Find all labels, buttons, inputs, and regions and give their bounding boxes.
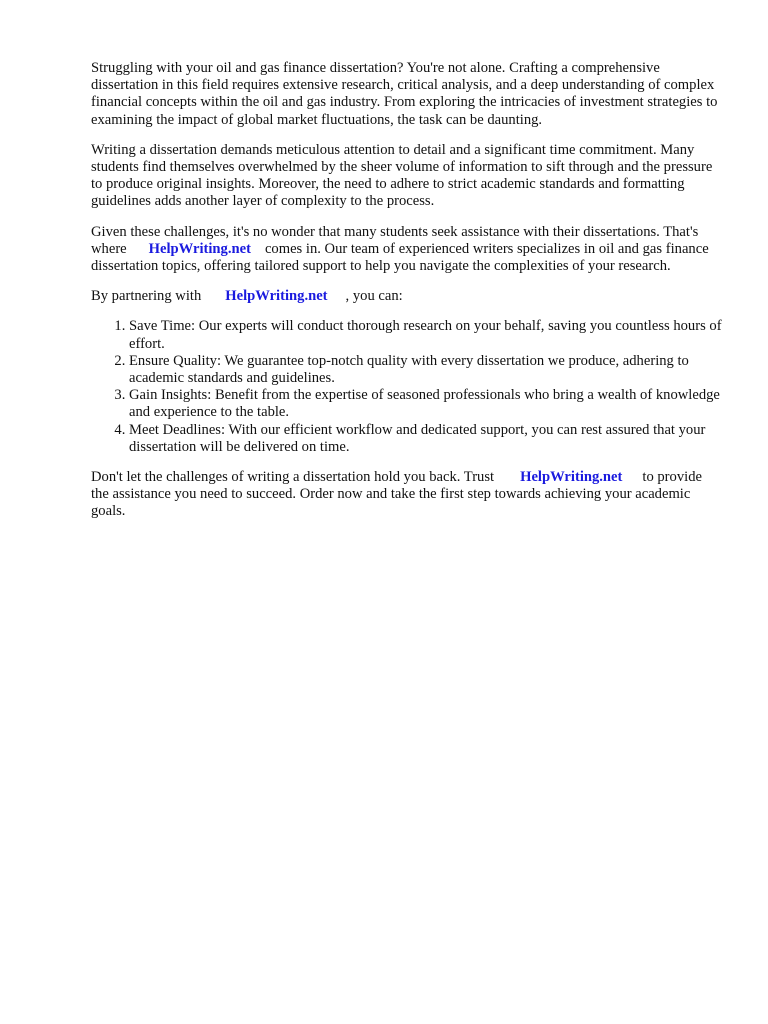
closing-text-before: Don't let the challenges of writing a dissertation hold you back. Trust bbox=[91, 469, 495, 486]
benefits-list bbox=[91, 318, 723, 456]
partnering-paragraph bbox=[91, 288, 723, 305]
helpwriting-link-1[interactable]: HelpWriting.net bbox=[148, 240, 251, 257]
closing-text-after: to provide the assistance you need to succeed. Order now and take the first step towards achieving your academic goals. bbox=[91, 469, 702, 520]
service-text-after: comes in. Our team of experienced writers specializes in oil and gas finance dissertation topics, offering tailored support to help you navigate the complexities of your research. bbox=[91, 240, 709, 275]
service-paragraph bbox=[91, 224, 723, 276]
challenge-paragraph: Writing a dissertation demands meticulous attention to detail and a significant time commitment. Many students find themselves overwhelmed by the sheer volume of information to sift through and the pressure to produce original insights. Moreover, the need to adhere to strict academic standards and formatting guidelines adds another layer of complexity to the process. bbox=[91, 141, 713, 210]
partnering-text-after: , you can: bbox=[345, 288, 403, 305]
list-item: 1. Save Time: Our experts will conduct thorough research on your behalf, saving you countless hours of effort. bbox=[129, 318, 723, 352]
list-item: 3. Gain Insights: Benefit from the expertise of seasoned professionals who bring a wealth of knowledge and experience to the table. bbox=[129, 387, 723, 421]
document-page bbox=[91, 60, 723, 534]
helpwriting-link-3[interactable]: HelpWriting.net bbox=[520, 469, 623, 486]
partnering-text-before: By partnering with bbox=[91, 288, 202, 305]
list-item: 4. Meet Deadlines: With our efficient workflow and dedicated support, you can rest assured that your dissertation will be delivered on time. bbox=[129, 422, 723, 456]
closing-paragraph bbox=[91, 469, 723, 521]
list-item: 2. Ensure Quality: We guarantee top-notch quality with every dissertation we produce, adhering to academic standards and guidelines. bbox=[129, 353, 723, 387]
helpwriting-link-2[interactable]: HelpWriting.net bbox=[225, 288, 328, 305]
intro-paragraph: Struggling with your oil and gas finance dissertation? You're not alone. Crafting a comprehensive dissertation in this field requires extensive research, critical analysis, and a deep understanding of complex financial concepts within the oil and gas industry. From exploring the intricacies of investment strategies to examining the impact of global market fluctuations, the task can be daunting. bbox=[91, 60, 718, 128]
service-text-before: Given these challenges, it's no wonder that many students seek assistance with their dissertations. That's where bbox=[91, 223, 699, 257]
